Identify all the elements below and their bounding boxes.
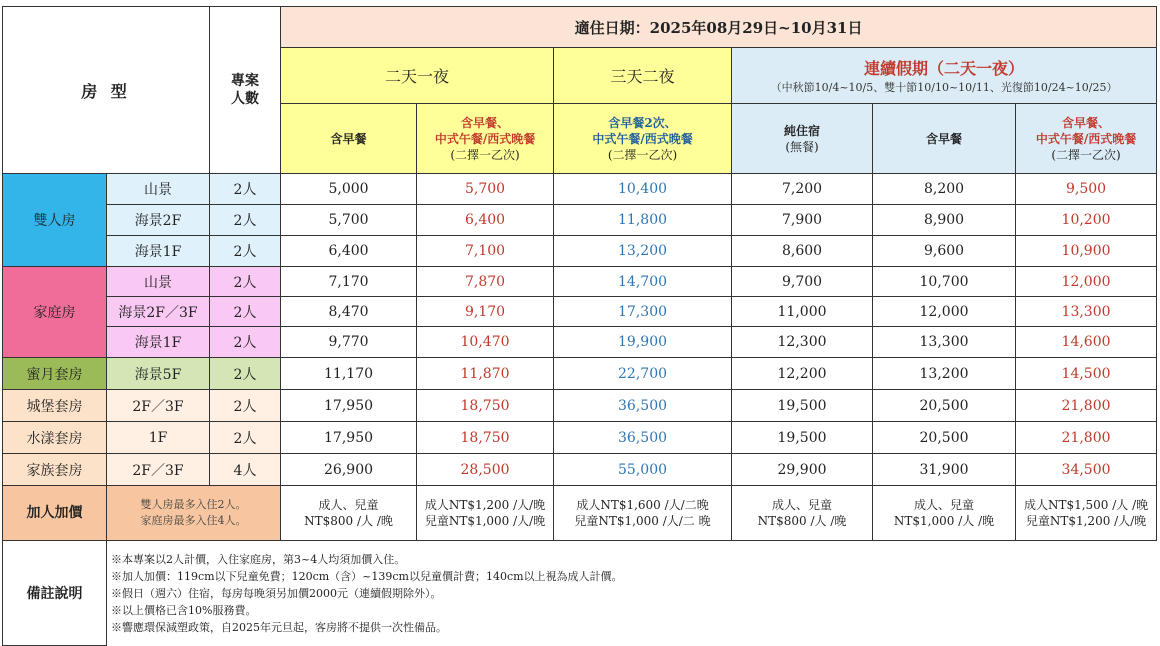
addon-label: 加人加價 [3,486,107,541]
col-room-only-line1: 純住宿 [784,123,821,138]
price-cell: 13,200 [873,358,1016,390]
price-cell: 10,900 [1016,236,1157,267]
room-view: 山景 [107,174,210,205]
price-cell: 17,300 [554,297,732,327]
group-double-room: 雙人房 [3,174,107,267]
room-view: 2F／3F [107,390,210,422]
price-cell: 7,200 [732,174,873,205]
room-view: 海景2F／3F [107,297,210,327]
price-cell: 10,400 [554,174,732,205]
addon-line: 成人、兒童 [318,498,379,512]
note-line: ※加人加價：119cm以下兒童免費；120cm（含）~139cm以兒童價計費；140cm以上視為成人計價。 [111,569,623,583]
addon-price-cell [281,486,417,541]
addon-line: 成人NT$1,200 /人/晚 [424,498,546,512]
group-family-room: 家庭房 [3,267,107,358]
price-cell: 9,170 [417,297,554,327]
col-breakfast: 含早餐 [281,104,417,174]
room-view: 海景2F [107,205,210,236]
price-cell: 7,900 [732,205,873,236]
addon-line: 成人、兒童 [772,498,833,512]
addon-price-cell [417,486,554,541]
price-cell: 8,470 [281,297,417,327]
price-cell: 12,000 [1016,267,1157,297]
room-view: 山景 [107,267,210,297]
price-cell: 21,800 [1016,390,1157,422]
pax-header [210,7,281,174]
price-cell: 11,800 [554,205,732,236]
addon-line: 兒童NT$1,200 /人/晚 [1025,514,1147,528]
price-cell: 14,600 [1016,327,1157,358]
room-view: 海景5F [107,358,210,390]
price-cell: 20,500 [873,390,1016,422]
two-day-header: 二天一夜 [281,48,554,104]
addon-line: NT$800 /人 /晚 [757,514,847,528]
date-range-header: 適住日期：2025年08月29日~10月31日 [281,7,1157,48]
addon-price-cell [732,486,873,541]
price-cell: 18,750 [417,390,554,422]
room-view: 2F／3F [107,454,210,486]
room-view: 1F [107,422,210,454]
price-cell: 31,900 [873,454,1016,486]
room-pax: 2人 [210,236,281,267]
price-cell: 12,000 [873,297,1016,327]
rate-table [2,6,1157,646]
col-three-day-line2: 中式午餐/西式晚餐 [592,131,693,146]
room-pax: 2人 [210,358,281,390]
col-holiday-full-line3: (二擇一乙次) [1051,147,1121,162]
price-cell: 9,500 [1016,174,1157,205]
room-pax: 4人 [210,454,281,486]
price-cell: 28,500 [417,454,554,486]
room-pax: 2人 [210,297,281,327]
price-cell: 21,800 [1016,422,1157,454]
price-cell: 18,750 [417,422,554,454]
price-cell: 5,700 [281,205,417,236]
price-cell: 7,870 [417,267,554,297]
price-cell: 10,470 [417,327,554,358]
price-cell: 17,950 [281,390,417,422]
col-room-only [732,104,873,174]
table-row [3,205,1157,236]
price-cell: 13,300 [1016,297,1157,327]
note-line: ※本專案以2人計價，入住家庭房，第3~4人均須加價入住。 [111,552,406,566]
price-cell: 11,170 [281,358,417,390]
price-cell: 8,200 [873,174,1016,205]
addon-line: NT$1,000 /人 /晚 [893,514,995,528]
note-line: ※響應環保減塑政策，自2025年元旦起，客房將不提供一次性備品。 [111,620,447,634]
room-type-header: 房 型 [3,7,210,174]
addon-line: 成人、兒童 [914,498,975,512]
price-cell: 9,770 [281,327,417,358]
price-cell: 10,200 [1016,205,1157,236]
table-row [3,236,1157,267]
table-row [3,358,1157,390]
addon-note-line2: 家庭房最多入住4人。 [140,514,247,527]
table-row [3,297,1157,327]
room-pax: 2人 [210,267,281,297]
price-cell: 36,500 [554,422,732,454]
price-cell: 8,600 [732,236,873,267]
price-cell: 5,000 [281,174,417,205]
room-view: 海景1F [107,236,210,267]
col-holiday-breakfast: 含早餐 [873,104,1016,174]
addon-price-cell [554,486,732,541]
price-cell: 13,300 [873,327,1016,358]
note-line: ※假日（週六）住宿，每房每晚須另加價2000元（連續假期除外）。 [111,586,442,600]
room-pax: 2人 [210,327,281,358]
price-cell: 19,900 [554,327,732,358]
note-line: ※以上價格已含10%服務費。 [111,603,257,617]
col-three-day-line3: (二擇一乙次) [607,147,678,162]
table-row [3,390,1157,422]
addon-note-line1: 雙人房最多入住2人。 [140,498,247,511]
room-pax: 2人 [210,422,281,454]
table-row [3,174,1157,205]
price-cell: 26,900 [281,454,417,486]
price-cell: 6,400 [417,205,554,236]
group-honeymoon-suite: 蜜月套房 [3,358,107,390]
notes-body [107,541,1157,646]
notes-label: 備註說明 [3,541,107,646]
price-cell: 20,500 [873,422,1016,454]
col-three-day-line1: 含早餐2次、 [608,115,677,130]
price-cell: 11,870 [417,358,554,390]
addon-line: 成人NT$1,600 /人/二晚 [576,498,709,512]
col-room-only-line2: (無餐) [785,139,819,154]
addon-line: 兒童NT$1,000 /人/二 晚 [574,514,711,528]
price-cell: 9,600 [873,236,1016,267]
col-full-meal [417,104,554,174]
group-clan-suite: 家族套房 [3,454,107,486]
addon-capacity-note [107,486,281,541]
addon-line: NT$800 /人 /晚 [304,514,393,528]
holiday-title: 連續假期（二天一夜） [864,59,1025,78]
price-cell: 9,700 [732,267,873,297]
col-full-meal-line1: 含早餐、 [461,115,510,130]
col-three-day [554,104,732,174]
holiday-subtitle: （中秋節10/4~10/5、雙十節10/10~10/11、光復節10/24~10/25） [770,81,1118,94]
addon-price-cell [1016,486,1157,541]
three-day-header: 三天二夜 [554,48,732,104]
group-castle-suite: 城堡套房 [3,390,107,422]
col-holiday-full-line1: 含早餐、 [1062,115,1111,130]
price-cell: 12,200 [732,358,873,390]
price-cell: 34,500 [1016,454,1157,486]
table-row [3,422,1157,454]
col-full-meal-line3: (二擇一乙次) [450,147,520,162]
table-row [3,454,1157,486]
price-cell: 7,100 [417,236,554,267]
price-cell: 19,500 [732,422,873,454]
addon-row [3,486,1157,541]
room-pax: 2人 [210,390,281,422]
price-cell: 29,900 [732,454,873,486]
addon-line: 成人NT$1,500 /人 /晚 [1023,498,1149,512]
price-cell: 55,000 [554,454,732,486]
addon-line: 兒童NT$1,000 /人/晚 [424,514,546,528]
price-cell: 13,200 [554,236,732,267]
price-cell: 17,950 [281,422,417,454]
table-row [3,267,1157,297]
group-water-suite: 水漾套房 [3,422,107,454]
col-full-meal-line2: 中式午餐/西式晚餐 [434,131,536,146]
col-holiday-full-meal [1016,104,1157,174]
col-holiday-full-line2: 中式午餐/西式晚餐 [1035,131,1137,146]
price-cell: 5,700 [417,174,554,205]
addon-price-cell [873,486,1016,541]
price-cell: 14,700 [554,267,732,297]
room-pax: 2人 [210,205,281,236]
room-pax: 2人 [210,174,281,205]
table-row [3,327,1157,358]
price-cell: 14,500 [1016,358,1157,390]
holiday-header [732,48,1157,104]
price-cell: 10,700 [873,267,1016,297]
price-cell: 6,400 [281,236,417,267]
price-cell: 12,300 [732,327,873,358]
pax-header-label: 專案 人數 [231,73,260,107]
price-cell: 22,700 [554,358,732,390]
price-cell: 11,000 [732,297,873,327]
price-cell: 7,170 [281,267,417,297]
notes-row [3,541,1157,646]
room-view: 海景1F [107,327,210,358]
price-cell: 36,500 [554,390,732,422]
price-cell: 19,500 [732,390,873,422]
price-cell: 8,900 [873,205,1016,236]
